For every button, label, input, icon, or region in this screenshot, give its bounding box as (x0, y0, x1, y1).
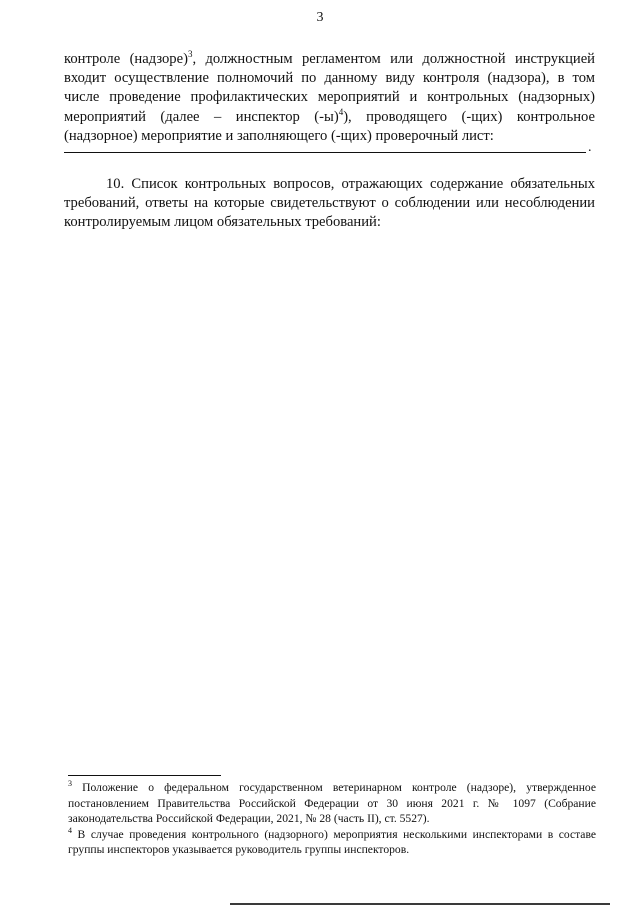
footnotes (68, 780, 596, 858)
footnote-number: 3 (68, 779, 72, 789)
footnote-separator (68, 775, 221, 776)
text-line: контролируемым лицом обязательных требований: (64, 214, 381, 231)
text-line: числе проведение профилактических мероприятий и контрольных (надзорных) (64, 89, 595, 106)
page-number: 3 (316, 10, 324, 25)
text-line: (надзорное) мероприятие и заполняющего (-щих) проверочный лист: (64, 127, 494, 144)
text-line: входит осуществление полномочий по данному виду контроля (надзора), в том (64, 70, 595, 87)
text-line: мероприятий (далее – инспектор $(-ы)^4$), проводящего (-щих) контрольное (64, 106, 595, 125)
text-line: контроле (надзоре)$^3$, должностным регламентом или должностной инструкцией (64, 49, 595, 67)
paragraph-inspector-description (64, 50, 595, 146)
footnote-ref-3: 3 (187, 49, 193, 60)
text-line: требований, ответы на которые свидетельствуют о соблюдении или несоблюдении (64, 195, 595, 212)
footnote-3 (68, 780, 596, 827)
text-line: 10. Список контрольных вопросов, отражающих содержание обязательных (106, 176, 595, 192)
fill-in-line (64, 152, 586, 153)
footnote-number: 4 (68, 825, 72, 835)
footnote-text: Положение о федеральном государственном ветеринарном контроле (надзоре), утвержденное постановлением Правительства Российской Федерации от 30 июня 2021 г. № 1097 (Собрание законодательства Российской Федерации, 2021, № 28 (часть II), ст. 5527). (68, 781, 596, 826)
footnote-4 (68, 827, 596, 858)
footnote-ref-4: 4 (338, 106, 344, 117)
paragraph-item-10 (64, 175, 595, 233)
footnote-text: В случае проведения контрольного (надзорного) мероприятия несколькими инспекторами в составе группы инспекторов указывается руководитель группы инспекторов. (68, 827, 596, 857)
fill-in-line-end: . (588, 140, 592, 155)
